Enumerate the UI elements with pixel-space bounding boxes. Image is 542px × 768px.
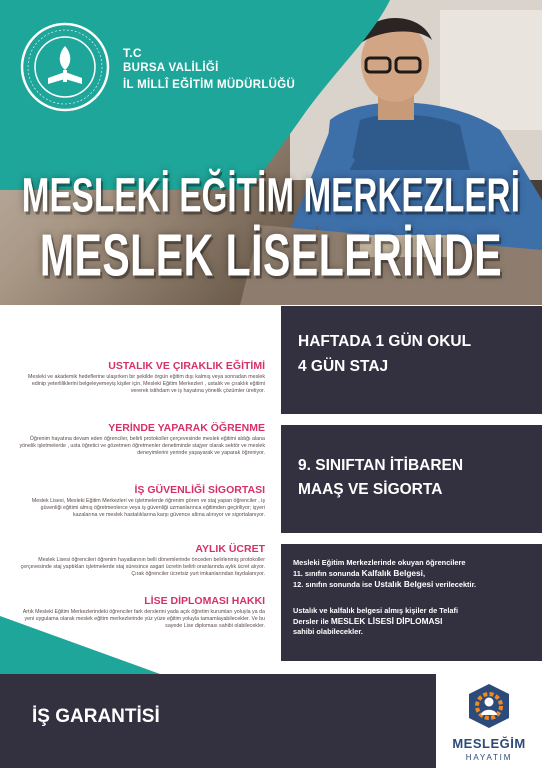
section-body: Meslek Lisesi öğrencileri öğrenim hayatlarının belli dönemlerinde önceden belirlenmiş protokoller çerçevesinde staj yaptıkları işletmelerde staj süresince asgari ücretin belirli oranlarında aylık ücret alıyor. Çırak öğrenciler ücretsiz yurt imkanlarından faydalanıyor. [20, 557, 265, 578]
section-apprenticeship [15, 360, 265, 396]
text: verilecektir. [433, 580, 477, 590]
info-box-wage-insurance [281, 425, 542, 533]
highlight: Ustalık Belgesi [374, 579, 434, 590]
meslegim-hayatim-logo [436, 674, 542, 768]
section-body: Öğrenim hayatına devam eden öğrenciler, belirli protokoller çerçevesinde meslek eğitimi aldığı alana yönelik işletmelerde , usta öğretici ve gözetmen öğretmenler denetiminde stajyer olarak sektör ve meslek deneyimlerini yerinde yaşayarak ve yaparak öğreniyor. [19, 436, 265, 457]
text: Dersler ile [293, 617, 331, 627]
box-line1: 9. SINIFTAN İTİBAREN [298, 457, 464, 474]
section-work-safety [15, 484, 265, 520]
section-title: İŞ GÜVENLİĞİ SİGORTASI [134, 484, 265, 496]
main-title-line1: MESLEKİ EĞİTİM MERKEZLERİ [21, 168, 521, 222]
section-title: AYLIK ÜCRET [195, 543, 265, 555]
section-body: Mesleki ve akademik hedeflerine ulaşırken bir şekilde örgün eğitim dışı kalmış veya sonradan meslek edinip yeterliliklerini belgeleyemeyiş kişiler için, Mesleki Eğitim Merkezleri , ustalık ve çıraklık eğitimi vererek istihdam ve iş hayatına yönelik çözümler üretiyor. [28, 374, 265, 395]
section-title: LİSE DİPLOMASI HAKKI [144, 595, 265, 607]
highlight: MESLEK LİSESİ DİPLOMASI [330, 616, 443, 627]
certificates-paragraph [293, 558, 476, 591]
text: Ustalık ve kalfalık belgesi almış kişiler de Telafi [293, 606, 459, 615]
section-title: USTALIK VE ÇIRAKLIK EĞİTİMİ [108, 360, 265, 372]
teal-accent-band [0, 616, 330, 674]
text: Mesleki Eğitim Merkezlerinde okuyan öğrencilere [293, 558, 466, 567]
header-directorate: İL MİLLÎ EĞİTİM MÜDÜRLÜĞÜ [123, 79, 296, 91]
box-line2: MAAŞ VE SİGORTA [298, 481, 443, 498]
meb-seal-logo [20, 22, 110, 112]
section-monthly-wage [15, 543, 265, 579]
info-box-schedule [281, 306, 542, 414]
section-learning-by-doing [15, 422, 265, 458]
job-guarantee-label: İŞ GARANTİSİ [32, 706, 160, 727]
section-body: Meslek Lisesi, Mesleki Eğitim Merkezleri ve işletmelerde öğrenim gören ve staj yapan öğrenciler , iş güvenliği eğitimi almış öğretmenlerce veya iş güvenliği uzmanlarınca eğitimden geçiriliyor; işyeri kazalarına ve meslek hastalıklarına karşı güvence altına alınıyor ve sigortalanıyor. [31, 498, 265, 519]
section-title: YERİNDE YAPARAK ÖĞRENME [108, 422, 265, 434]
text: sahibi olabilecekler. [293, 627, 363, 637]
logo-text-1: MESLEĞİM [452, 736, 526, 751]
logo-text-2: HAYATIM [465, 753, 513, 762]
header-tc: T.C [123, 46, 142, 60]
main-title-line2: MESLEK LİSELERİNDE [39, 222, 503, 289]
text: , [422, 569, 425, 579]
text: 12. sınıfın sonunda ise [293, 580, 375, 590]
highlight: Kalfalık Belgesi [361, 568, 423, 579]
box-line2: 4 GÜN STAJ [298, 358, 389, 375]
section-body: Artık Mesleki Eğitim Merkezlerindeki öğrenciler fark derslerini yada açık öğretim kurumları yoluyla ya da yeni uygulama olarak meslek eğitim merkezlerinde yüz yüze eğitim yoluyla tamamlayabilecekler. Ve bu sayede Lise diploması sahibi olabilecekler. [22, 609, 265, 630]
gear-person-icon [465, 682, 513, 730]
box-line1: HAFTADA 1 GÜN OKUL [298, 333, 472, 350]
header-governorship: BURSA VALİLİĞİ [123, 62, 219, 74]
text: 11. sınıfın sonunda [293, 569, 362, 579]
